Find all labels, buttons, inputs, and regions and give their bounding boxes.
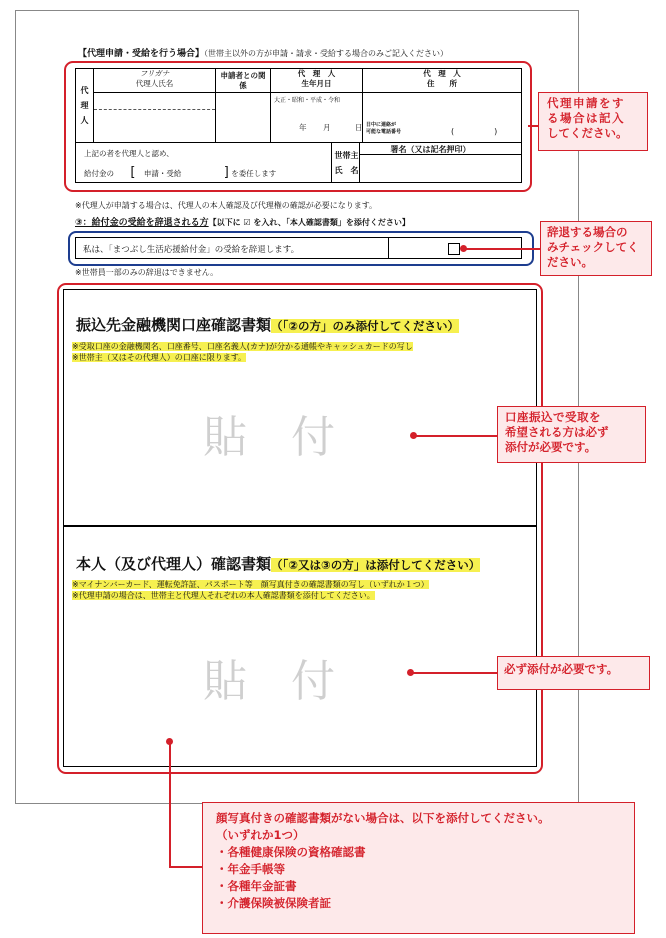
householder-signature-area — [271, 143, 522, 183]
bank-notes — [72, 341, 413, 363]
id-notes — [72, 579, 429, 601]
decline-checkbox[interactable] — [448, 243, 460, 255]
decline-callout: 辞退する場合の みチェックしてく ださい。 — [540, 221, 652, 276]
signature-label: 署名（又は記名押印） — [390, 145, 471, 154]
householder-label: 世帯主氏 名 — [334, 151, 359, 175]
id-title-text: 本人（及び代理人）確認書類 — [76, 555, 272, 573]
proxy-relation-header: 申請者との関 係 — [216, 69, 271, 93]
delegation-statement: 上記の者を代理人と認め、 給付金の [ 申請・受給 ] を委任します — [76, 143, 271, 183]
no-photo-callout: 顔写真付きの確認書類がない場合は、以下を添付してください。 （いずれか1つ） ・各種健康保険の資格確認書 ・年金手帳等 ・各種年金証書 ・介護保険被保険者証 — [202, 802, 635, 934]
proxy-side-label: 代 理 人 — [76, 69, 94, 143]
proxy-section-heading — [78, 46, 448, 59]
decline-statement: 私は、「まつぶし生活応援給付金」の受給を辞退します。 — [83, 245, 300, 255]
decline-callout-connector — [466, 248, 540, 250]
no-photo-callout-connector-h — [169, 866, 202, 868]
proxy-address-field[interactable] — [363, 93, 522, 143]
bank-note-2: ※世帯主（又はその代理人）の口座に限ります。 — [72, 353, 247, 362]
proxy-name-field[interactable] — [94, 93, 216, 143]
bank-note-1: ※受取口座の金融機関名、口座番号、口座名義人(カナ)が分かる通帳やキャッシュカードの写し — [72, 342, 413, 351]
bank-title-text: 振込先金融機関口座確認書類 — [76, 316, 272, 334]
proxy-callout-connector — [528, 125, 538, 127]
proxy-relation-field[interactable] — [216, 93, 271, 143]
id-callout-connector — [413, 672, 497, 674]
phone-field[interactable]: ( ) — [451, 127, 498, 136]
proxy-birthdate-field[interactable]: 大正・昭和・平成・令和 年 月 日 — [271, 93, 363, 143]
proxy-callout: 代理申請をす る場合は記入 してください。 — [538, 92, 648, 151]
attachments-divider — [63, 525, 536, 527]
proxy-form-table — [75, 68, 522, 183]
decline-statement-row — [75, 237, 522, 259]
id-note-1: ※マイナンバーカード、運転免許証、パスポート等 顔写真付きの確認書類の写し（いずれか１つ） — [72, 580, 429, 589]
bank-callout: 口座振込で受取を 希望される方は必ず 添付が必要です。 — [497, 406, 646, 463]
no-photo-callout-connector-v — [169, 744, 171, 868]
decline-section-heading — [75, 215, 410, 228]
id-note-2: ※代理申請の場合は、世帯主と代理人それぞれの本人確認書類を添付してください。 — [72, 591, 375, 600]
phone-label: 日中に連絡が — [366, 122, 397, 128]
proxy-heading-sub: （世帯主以外の方が申請・請求・受給する場合のみご記入ください） — [204, 49, 449, 58]
bank-paste-area-label: 貼 付 — [203, 412, 335, 463]
proxy-birth-header: 代 理 人 生年月日 — [271, 69, 363, 93]
bank-section-title — [76, 314, 459, 335]
bank-title-note: （「②の方」のみ添付してください） — [271, 319, 460, 333]
bank-callout-connector — [416, 435, 497, 437]
decline-note: ※世帯員一部のみの辞退はできません。 — [75, 268, 219, 277]
id-title-note: （「②又は③の方」は添付してください） — [271, 558, 481, 572]
id-paste-area-label: 貼 付 — [203, 656, 335, 707]
decline-heading-text: ③：給付金の受給を辞退される方 — [75, 218, 209, 228]
proxy-address-header: 代 理 人 住 所 — [363, 69, 522, 93]
proxy-name-header: フリガナ 代理人氏名 — [94, 69, 216, 93]
id-callout: 必ず添付が必要です。 — [497, 656, 650, 690]
proxy-note: ※代理人が申請する場合は、代理人の本人確認及び代理権の確認が必要になります。 — [75, 201, 378, 210]
id-section-title — [76, 553, 480, 574]
proxy-heading-text: 【代理申請・受給を行う場合】 — [78, 49, 205, 59]
signature-field[interactable] — [360, 155, 522, 182]
decline-heading-sub: 【以下に ☑ を入れ、「本人確認書類」を添付ください】 — [208, 218, 410, 227]
phone-label-2: 可能な電話番号 — [366, 129, 402, 135]
